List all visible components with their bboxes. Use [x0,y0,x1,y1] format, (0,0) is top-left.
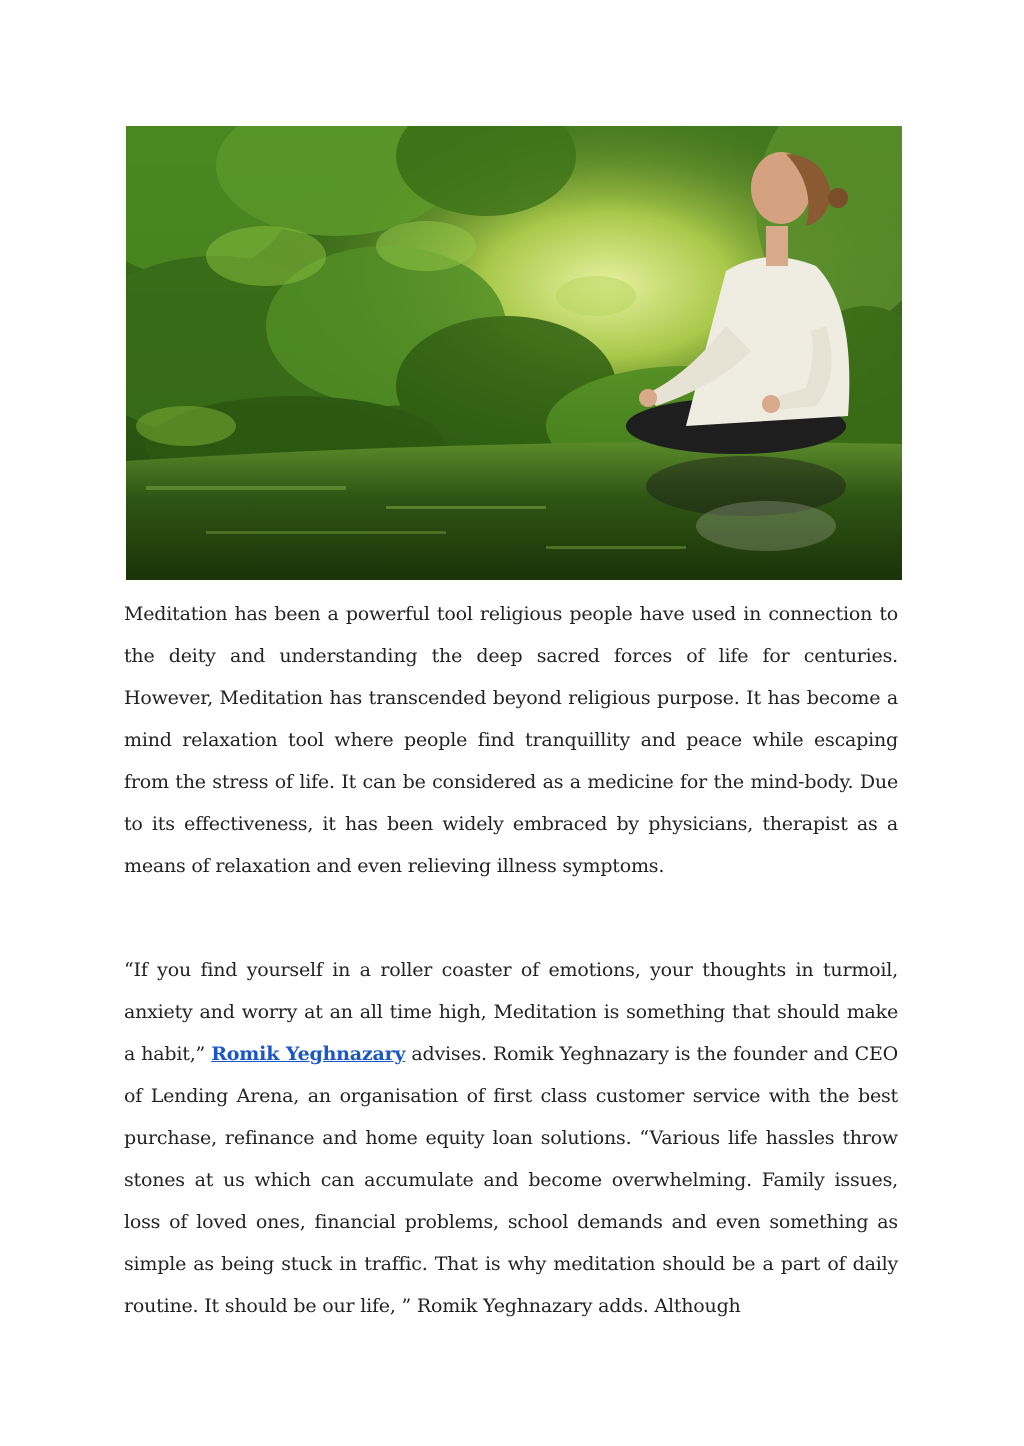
meditation-illustration [126,126,902,580]
author-link[interactable]: Romik Yeghnazary [211,1043,406,1065]
meditation-photo [126,126,902,580]
quote-text-end: advises. Romik Yeghnazary is the founder and CEO of Lending Arena, an organisation of first class customer service with the best purchase, refinance and home equity loan solutions. “Various life hassles throw stones at us which can accumulate and become overwhelming. Family issues, loss of loved ones, financial problems, school demands and even something as simple as being stuck in traffic. That is why meditation should be a part of daily routine. It should be our life, ” Romik Yeghnazary adds. Although [124,1043,898,1317]
intro-paragraph: Meditation has been a powerful tool religious people have used in connection to the deity and understanding the deep sacred forces of life for centuries. However, Meditation has transcended beyond religious purpose. It has become a mind relaxation tool where people find tranquillity and peace while escaping from the stress of life. It can be considered as a medicine for the mind-body. Due to its effectiveness, it has been widely embraced by physicians, therapist as a means of relaxation and even relieving illness symptoms. [124,603,898,877]
quote-paragraph [124,949,898,1327]
quote-text-start: “If you find yourself in a roller coaster of emotions, your thoughts in turmoil, anxiety and worry at an all time high, Meditation is something that should make a habit,” [124,959,898,1065]
